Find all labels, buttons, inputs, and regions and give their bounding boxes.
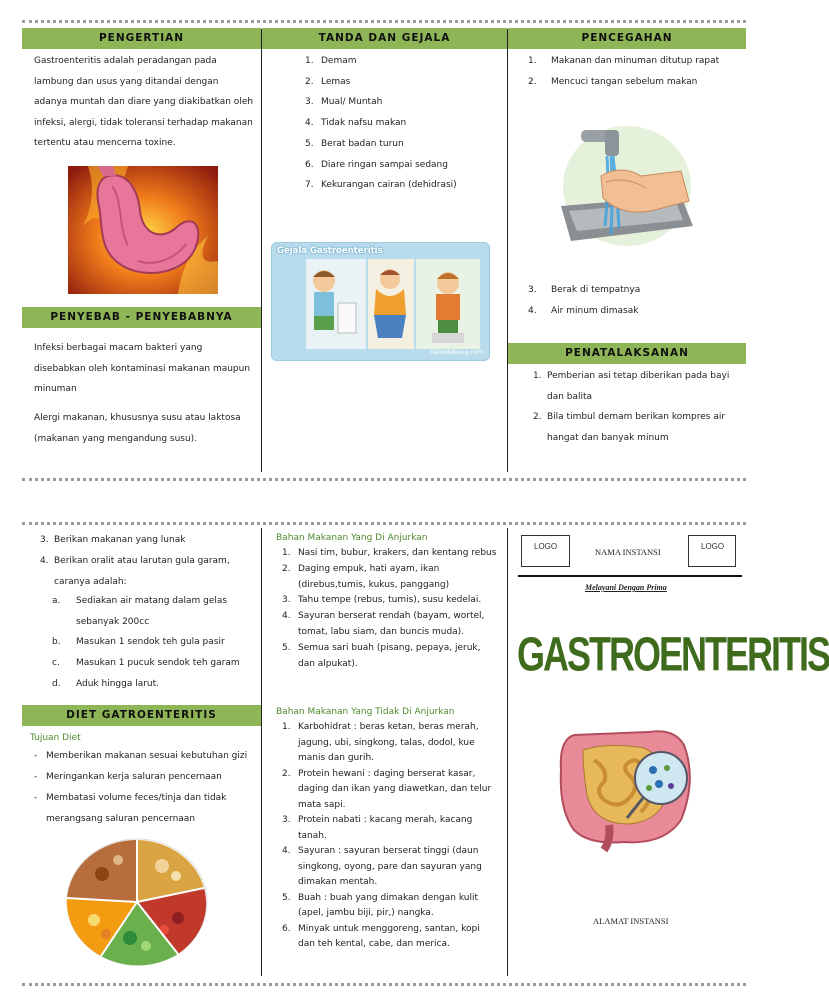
penyebab-paragraph-2: Alergi makanan, khususnya susu atau laktosa (makanan yang mengandung susu). — [34, 413, 241, 444]
cover-divider-line — [518, 575, 742, 577]
tujuan-diet-title: Tujuan Diet — [30, 733, 81, 743]
tagline: Melayani Dengan Prima — [585, 583, 667, 592]
pencegahan-list-a — [528, 51, 743, 92]
logo-left-label: LOGO — [534, 542, 558, 551]
list-item: 4. Berikan oralit atau larutan gula garam, caranya adalah: — [40, 556, 230, 587]
page1-bottom-dotted-border — [22, 478, 746, 481]
tanda-gejala-list — [305, 51, 500, 196]
list-item: 1. Pemberian asi tetap diberikan pada bayi dan balita — [533, 371, 730, 402]
list-item: 3. Berak di tempatnya — [528, 285, 641, 295]
list-item: 1. Makanan dan minuman ditutup rapat — [528, 56, 720, 66]
list-item: 5. Buah : buah yang dimakan dengan kulit (apel, jambu biji, pir,) nangka. — [282, 892, 479, 918]
list-item: 2. Daging empuk, hati ayam, ikan (direbus,tumis, kukus, panggang) — [282, 563, 450, 590]
list-item: 7. Kekurangan cairan (dehidrasi) — [305, 180, 457, 191]
pencegahan-list-b — [528, 280, 743, 321]
tanda-gejala-header: TANDA DAN GEJALA — [262, 28, 507, 49]
food-plate-illustration — [66, 838, 208, 966]
page1-divider-2 — [507, 29, 508, 472]
oralit-steps-list — [52, 591, 252, 695]
list-item: 4. Air minum dimasak — [528, 305, 639, 316]
anjurkan-list — [282, 546, 497, 672]
list-item: - Meringankan kerja saluran pencernaan — [34, 772, 222, 782]
page2-divider-2 — [507, 528, 508, 976]
list-item: - Memberikan makanan sesuai kebutuhan gizi — [34, 751, 248, 761]
tidak-anjurkan-list — [282, 720, 497, 953]
page2-top-dotted-border — [22, 522, 746, 525]
list-item: 6. Minyak untuk menggoreng, santan, kopi dan teh kental, cabe, dan merica. — [282, 923, 480, 949]
tidak-anjurkan-title: Bahan Makanan Yang Tidak Di Anjurkan — [276, 707, 455, 717]
stomach-illustration — [68, 166, 218, 294]
list-item: d. Aduk hingga larut. — [52, 678, 160, 689]
pengertian-header: PENGERTIAN — [22, 28, 261, 49]
penyebab-header: PENYEBAB - PENYEBABNYA — [22, 307, 261, 328]
pencegahan-header: PENCEGAHAN — [508, 28, 746, 49]
penyebab-paragraph-1: Infeksi berbagai macam bakteri yang disebabkan oleh kontaminasi makanan maupun minuman — [34, 343, 251, 394]
logo-right-label: LOGO — [701, 542, 725, 551]
penatalaksanan-continued-list — [40, 530, 255, 593]
list-item: 2. Mencuci tangan sebelum makan — [528, 76, 698, 87]
anjurkan-title: Bahan Makanan Yang Di Anjurkan — [276, 533, 428, 543]
page2-divider-1 — [261, 528, 262, 976]
gejala-illustration — [271, 242, 490, 361]
list-item: 4. Sayuran berserat rendah (bayam, wortel, tomat, labu siam, dan buncis muda). — [282, 611, 485, 637]
diet-header: DIET GATROENTERITIS — [22, 705, 261, 726]
page1-divider-1 — [261, 29, 262, 472]
page1-top-dotted-border — [22, 20, 746, 23]
alamat-instansi: ALAMAT INSTANSI — [593, 916, 669, 926]
list-item: 1. Demam — [305, 56, 357, 66]
list-item: 3. Protein nabati : kacang merah, kacang tanah. — [282, 815, 473, 841]
list-item: - Membatasi volume feces/tinja dan tidak merangsang saluran pencernaan — [34, 793, 227, 824]
list-item: 3. Berikan makanan yang lunak — [40, 535, 186, 545]
gejala-watermark: hidrodebung.com — [430, 349, 483, 356]
list-item: 5. Semua sari buah (pisang, pepaya, jeruk, dan alpukat). — [282, 642, 481, 669]
list-item: 5. Berat badan turun — [305, 138, 404, 149]
list-item: 1. Nasi tim, bubur, krakers, dan kentang rebus — [282, 548, 497, 558]
handwashing-illustration — [561, 116, 693, 249]
pengertian-text: Gastroenteritis adalah peradangan pada lambung dan usus yang ditandai dengan adanya muntah dan diare yang diakibatkan oleh infeksi, alergi, tidak toleransi terhadap makanan tertentu atau mencerna toxine. — [34, 56, 254, 148]
list-item: 2. Lemas — [305, 76, 351, 87]
list-item: 3. Mual/ Muntah — [305, 97, 383, 108]
penatalaksanan-header: PENATALAKSANAN — [508, 343, 746, 364]
gejala-caption: Gejala Gastroenteritis — [277, 246, 383, 256]
list-item: c. Masukan 1 pucuk sendok teh garam — [52, 658, 240, 669]
intestine-illustration — [549, 720, 699, 855]
list-item: a. Sediakan air matang dalam gelas sebanyak 200cc — [52, 596, 228, 627]
list-item: 6. Diare ringan sampai sedang — [305, 159, 448, 170]
page2-bottom-dotted-border — [22, 983, 746, 986]
list-item: 2. Bila timbul demam berikan kompres air hangat dan banyak minum — [533, 412, 726, 444]
tujuan-diet-list — [34, 746, 254, 830]
list-item: 1. Karbohidrat : beras ketan, beras merah, jagung, ubi, singkong, talas, dodol, kue manis dan gurih. — [282, 722, 479, 763]
list-item: b. Masukan 1 sendok teh gula pasir — [52, 637, 225, 648]
cover-title: GASTROENTERITIS — [517, 625, 829, 682]
list-item: 2. Protein hewani : daging berserat kasar, daging dan ikan yang diawetkan, dan telur mata sapi. — [282, 768, 492, 810]
list-item: 4. Sayuran : sayuran berserat tinggi (daun singkong, oyong, pare dan sayuran yang dimakan mentah. — [282, 846, 482, 887]
penatalaksanan-list — [533, 366, 743, 449]
logo-left — [521, 535, 570, 567]
list-item: 3. Tahu tempe (rebus, tumis), susu kedelai. — [282, 595, 482, 606]
nama-instansi: NAMA INSTANSI — [595, 547, 661, 557]
list-item: 4. Tidak nafsu makan — [305, 118, 407, 129]
logo-right — [688, 535, 736, 567]
